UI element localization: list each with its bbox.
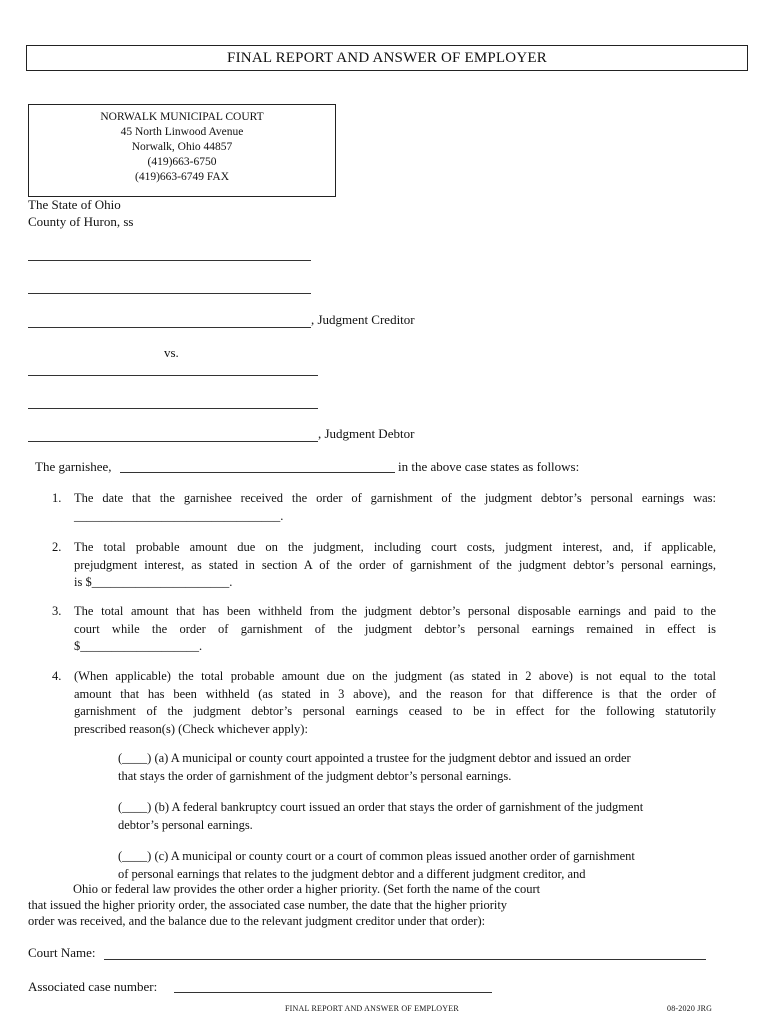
venue-state: The State of Ohio <box>28 197 121 212</box>
case-number-field[interactable] <box>174 992 492 993</box>
item-2-number: 2. <box>52 540 62 554</box>
judgment-debtor-label: , Judgment Debtor <box>318 426 415 441</box>
case-number-label: Associated case number: <box>28 979 158 994</box>
option-c[interactable] <box>118 848 635 883</box>
option-c-line-2: of personal earnings that relates to the judgment debtor and a different judgment creditor, and <box>118 866 586 881</box>
item-1-date-field[interactable]: _________________________________. <box>74 508 284 523</box>
option-a[interactable] <box>118 750 631 785</box>
item-2-text: The total probable amount due on the judgment, including court costs, judgment interest, and, if applicable, prejudgment interest, as stated in section A of the order of garnishment of the judgment debtor’s personal earnings, is $______________________. <box>74 539 716 592</box>
creditor-line-2[interactable] <box>28 293 311 294</box>
footer-revision: 08-2020 JRG <box>667 1004 713 1013</box>
judgment-creditor-label: , Judgment Creditor <box>311 312 415 327</box>
court-info-box <box>28 104 336 197</box>
garnishee-suffix: in the above case states as follows: <box>398 459 580 474</box>
item-4-text: (When applicable) the total probable amount due on the judgment (as stated in 2 above) is not equal to the total amount that has been withheld (as stated in 3 above), and the reason for that difference is that the order of garnishment of the judgment debtor’s personal earnings ceased to be in effect for the following statutorily prescribed reason(s) (Check whichever apply): <box>74 669 716 736</box>
item-3-text: The total amount that has been withheld from the judgment debtor’s personal disposable earnings and paid to the court while the order of garnishment of the judgment debtor’s personal earnings remained in effect is $___________________. <box>74 603 716 656</box>
court-name-label: Court Name: <box>28 945 96 960</box>
court-fax: (419)663-6749 FAX <box>134 171 230 183</box>
court-address-line1: 45 North Linwood Avenue <box>120 126 244 138</box>
page-title: FINAL REPORT AND ANSWER OF EMPLOYER <box>227 50 547 66</box>
option-b-line-1: (____) (b) A federal bankruptcy court issued an order that stays the order of garnishment of the judgment <box>118 800 644 814</box>
option-c-continued-3: order was received, and the balance due to the relevant judgment creditor under that order): <box>28 914 486 928</box>
item-1-number: 1. <box>52 491 62 505</box>
item-3-amount-field[interactable]: $___________________. <box>74 639 203 653</box>
option-a-line-2: that stays the order of garnishment of the judgment debtor’s personal earnings. <box>118 768 512 783</box>
court-name-field[interactable] <box>104 959 706 960</box>
option-b-line-2: debtor’s personal earnings. <box>118 817 253 832</box>
option-c-continued-2: that issued the higher priority order, the associated case number, the date that the higher priority <box>28 898 508 912</box>
versus-label: vs. <box>164 345 179 360</box>
item-4-number: 4. <box>52 669 62 683</box>
item-3-number: 3. <box>52 604 62 618</box>
creditor-line-1[interactable] <box>28 260 311 261</box>
option-c-continued-1: Ohio or federal law provides the other order a higher priority. (Set forth the name of the court <box>73 882 541 896</box>
title-box <box>26 45 748 71</box>
court-phone: (419)663-6750 <box>147 156 217 168</box>
option-c-line-1: (____) (c) A municipal or county court or a court of common pleas issued another order of garnishment <box>118 849 635 863</box>
option-a-line-1: (____) (a) A municipal or county court appointed a trustee for the judgment debtor and issued an order <box>118 751 631 765</box>
debtor-line-3[interactable] <box>28 441 318 442</box>
court-name: NORWALK MUNICIPAL COURT <box>100 111 264 123</box>
court-address-line2: Norwalk, Ohio 44857 <box>131 141 233 153</box>
garnishee-prefix: The garnishee, <box>35 459 112 474</box>
venue-county: County of Huron, ss <box>28 214 134 229</box>
item-1-text: The date that the garnishee received the order of garnishment of the judgment debtor’s personal earnings was: _________________________________. <box>74 490 716 525</box>
option-b[interactable] <box>118 799 643 834</box>
debtor-line-1[interactable] <box>28 375 318 376</box>
footer-title: FINAL REPORT AND ANSWER OF EMPLOYER <box>285 1004 459 1013</box>
creditor-line-3[interactable] <box>28 327 311 328</box>
garnishee-name-field[interactable] <box>120 472 395 473</box>
debtor-line-2[interactable] <box>28 408 318 409</box>
item-2-amount-field[interactable]: is $______________________. <box>74 575 233 589</box>
